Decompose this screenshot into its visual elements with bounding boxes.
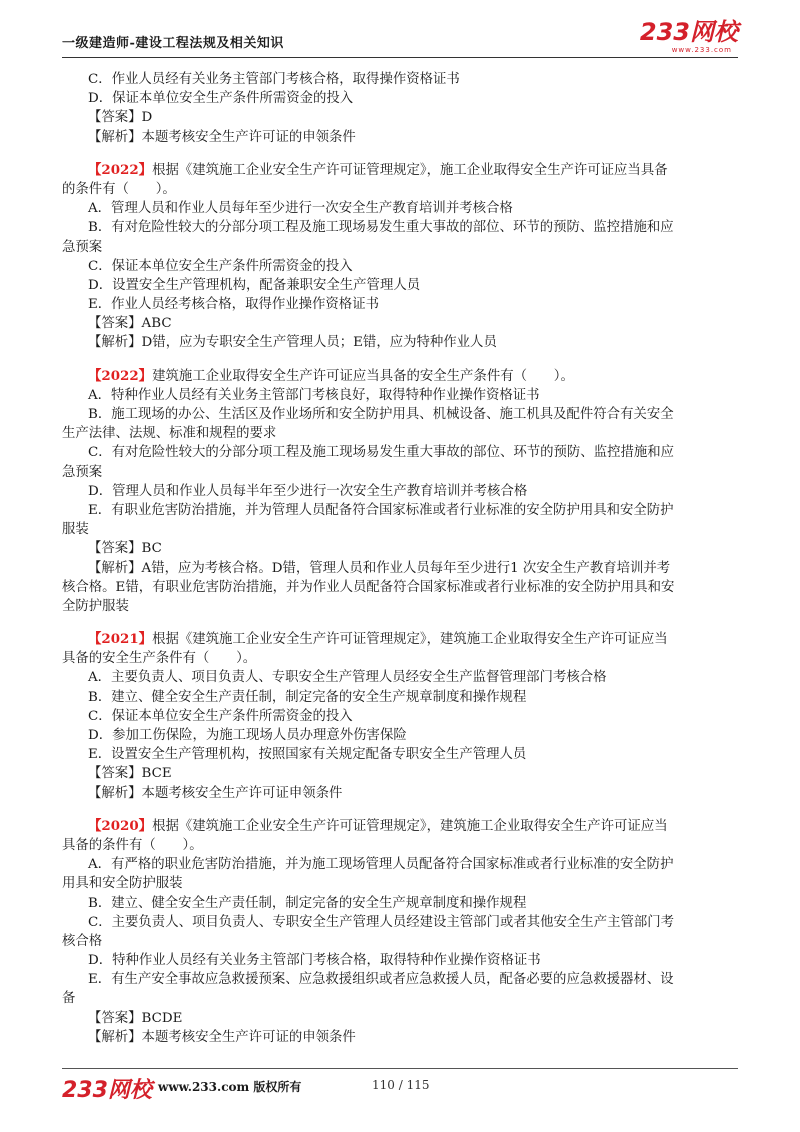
option-line-cont: 急预案 [62,239,103,255]
analysis-line: 【解析】A错，应为考核合格。D错，管理人员和作业人员每年至少进行1 次安全生产教育培训并考 [88,560,671,576]
option-line: E．设置安全生产管理机构，按照国家有关规定配备专职安全生产管理人员 [88,747,527,763]
option-line: C．主要负责人、项目负责人、专职安全生产管理人员经建设主管部门或者其他安全生产主管部门考 [88,914,675,930]
option-line-cont: 服装 [62,522,89,538]
option-line: E．有职业危害防治措施，并为管理人员配备符合国家标准或者行业标准的安全防护用具和安全防护 [88,502,674,518]
question-stem-cont: 具备的条件有（ ）。 [62,837,203,853]
page-footer [62,1073,738,1103]
page-header [62,20,738,54]
option-line: C．保证本单位安全生产条件所需资金的投入 [88,708,353,724]
year-tag: 【2020】 [88,817,153,834]
option-line: B．建立、健全安全生产责任制，制定完备的安全生产规章制度和操作规程 [88,689,527,705]
question-stem: 【2022】根据《建筑施工企业安全生产许可证管理规定》，施工企业取得安全生产许可证应当具备 [88,161,668,178]
document-body [62,70,738,1047]
question-stem: 【2022】建筑施工企业取得安全生产许可证应当具备的安全生产条件有（ ）。 [88,367,574,384]
option-line: B．建立、健全安全生产责任制，制定完备的安全生产规章制度和操作规程 [88,895,527,911]
question-stem: 【2021】根据《建筑施工企业安全生产许可证管理规定》，建筑施工企业取得安全生产许可证应当 [88,631,668,648]
page-number: 110 / 115 [372,1078,430,1092]
answer-line: 【答案】BCDE [88,1010,183,1026]
option-line: D．设置安全生产管理机构，配备兼职安全生产管理人员 [88,277,421,293]
option-line: B．施工现场的办公、生活区及作业场所和安全防护用具、机械设备、施工机具及配件符合有关安全 [88,407,674,422]
footer-site: www.233.com 版权所有 [158,1080,302,1094]
option-line-cont: 急预案 [62,464,103,480]
question-stem-cont: 的条件有（ ）。 [62,181,176,197]
option-line: B．有对危险性较大的分部分项工程及施工现场易发生重大事故的部位、环节的预防、监控措施和应 [88,220,674,236]
analysis-line: 【解析】本题考核安全生产许可证的申领条件 [88,129,356,145]
option-line: A．有严格的职业危害防治措施，并为施工现场管理人员配备符合国家标准或者行业标准的安全防护 [88,857,674,873]
option-line: E．作业人员经考核合格，取得作业操作资格证书 [88,297,379,313]
analysis-line: 【解析】本题考核安全生产许可证的申领条件 [88,1029,356,1045]
option-line-cont: 核合格 [62,933,103,949]
option-line-cont: 用具和安全防护服装 [62,876,183,892]
question-stem: 【2020】根据《建筑施工企业安全生产许可证管理规定》，建筑施工企业取得安全生产许可证应当 [88,817,668,834]
brand-logo: 233网校 [639,18,738,46]
option-line: D．管理人员和作业人员每半年至少进行一次安全生产教育培训并考核合格 [88,483,528,499]
header-divider [62,57,738,58]
option-line-cont: 生产法律、法规、标准和规程的要求 [62,426,277,442]
option-line: D．参加工伤保险，为施工现场人员办理意外伤害保险 [88,728,407,743]
option-line: C．有对危险性较大的分部分项工程及施工现场易发生重大事故的部位、环节的预防、监控措施和应 [88,445,675,461]
year-tag: 【2021】 [88,631,153,648]
option-line: D．保证本单位安全生产条件所需资金的投入 [88,91,354,107]
answer-line: 【答案】ABC [88,316,172,332]
answer-line: 【答案】BCE [88,766,172,782]
option-line: A．特种作业人员经有关业务主管部门考核良好，取得特种作业操作资格证书 [88,387,540,403]
document-title: 一级建造师-建设工程法规及相关知识 [62,36,284,51]
answer-line: 【答案】D [88,110,153,126]
year-tag: 【2022】 [88,367,153,384]
brand-logo-url: www.233.com [671,46,732,54]
option-line-cont: 备 [62,991,76,1007]
option-line: A．管理人员和作业人员每年至少进行一次安全生产教育培训并考核合格 [88,201,513,217]
option-line: C．保证本单位安全生产条件所需资金的投入 [88,258,353,274]
option-line: A．主要负责人、项目负责人、专职安全生产管理人员经安全生产监督管理部门考核合格 [88,670,607,686]
question-stem-cont: 具备的安全生产条件有（ ）。 [62,651,257,667]
option-line: D．特种作业人员经有关业务主管部门考核合格，取得特种作业操作资格证书 [88,953,541,969]
analysis-line: 【解析】本题考核安全生产许可证申领条件 [88,785,343,801]
footer-divider [62,1068,738,1069]
footer-logo: 233网校 [62,1078,152,1103]
answer-line: 【答案】BC [88,541,162,557]
year-tag: 【2022】 [88,161,153,178]
analysis-line-cont: 全防护服装 [62,598,129,614]
analysis-line-cont: 核合格。E错，有职业危害防治措施，并为作业人员配备符合国家标准或者行业标准的安全防护用具和安 [62,579,675,595]
analysis-line: 【解析】D错，应为专职安全生产管理人员；E错，应为特种作业人员 [88,335,497,351]
option-line: C．作业人员经有关业务主管部门考核合格，取得操作资格证书 [88,72,460,87]
option-line: E．有生产安全事故应急救援预案、应急救援组织或者应急救援人员，配备必要的应急救援器材、设 [88,972,674,988]
